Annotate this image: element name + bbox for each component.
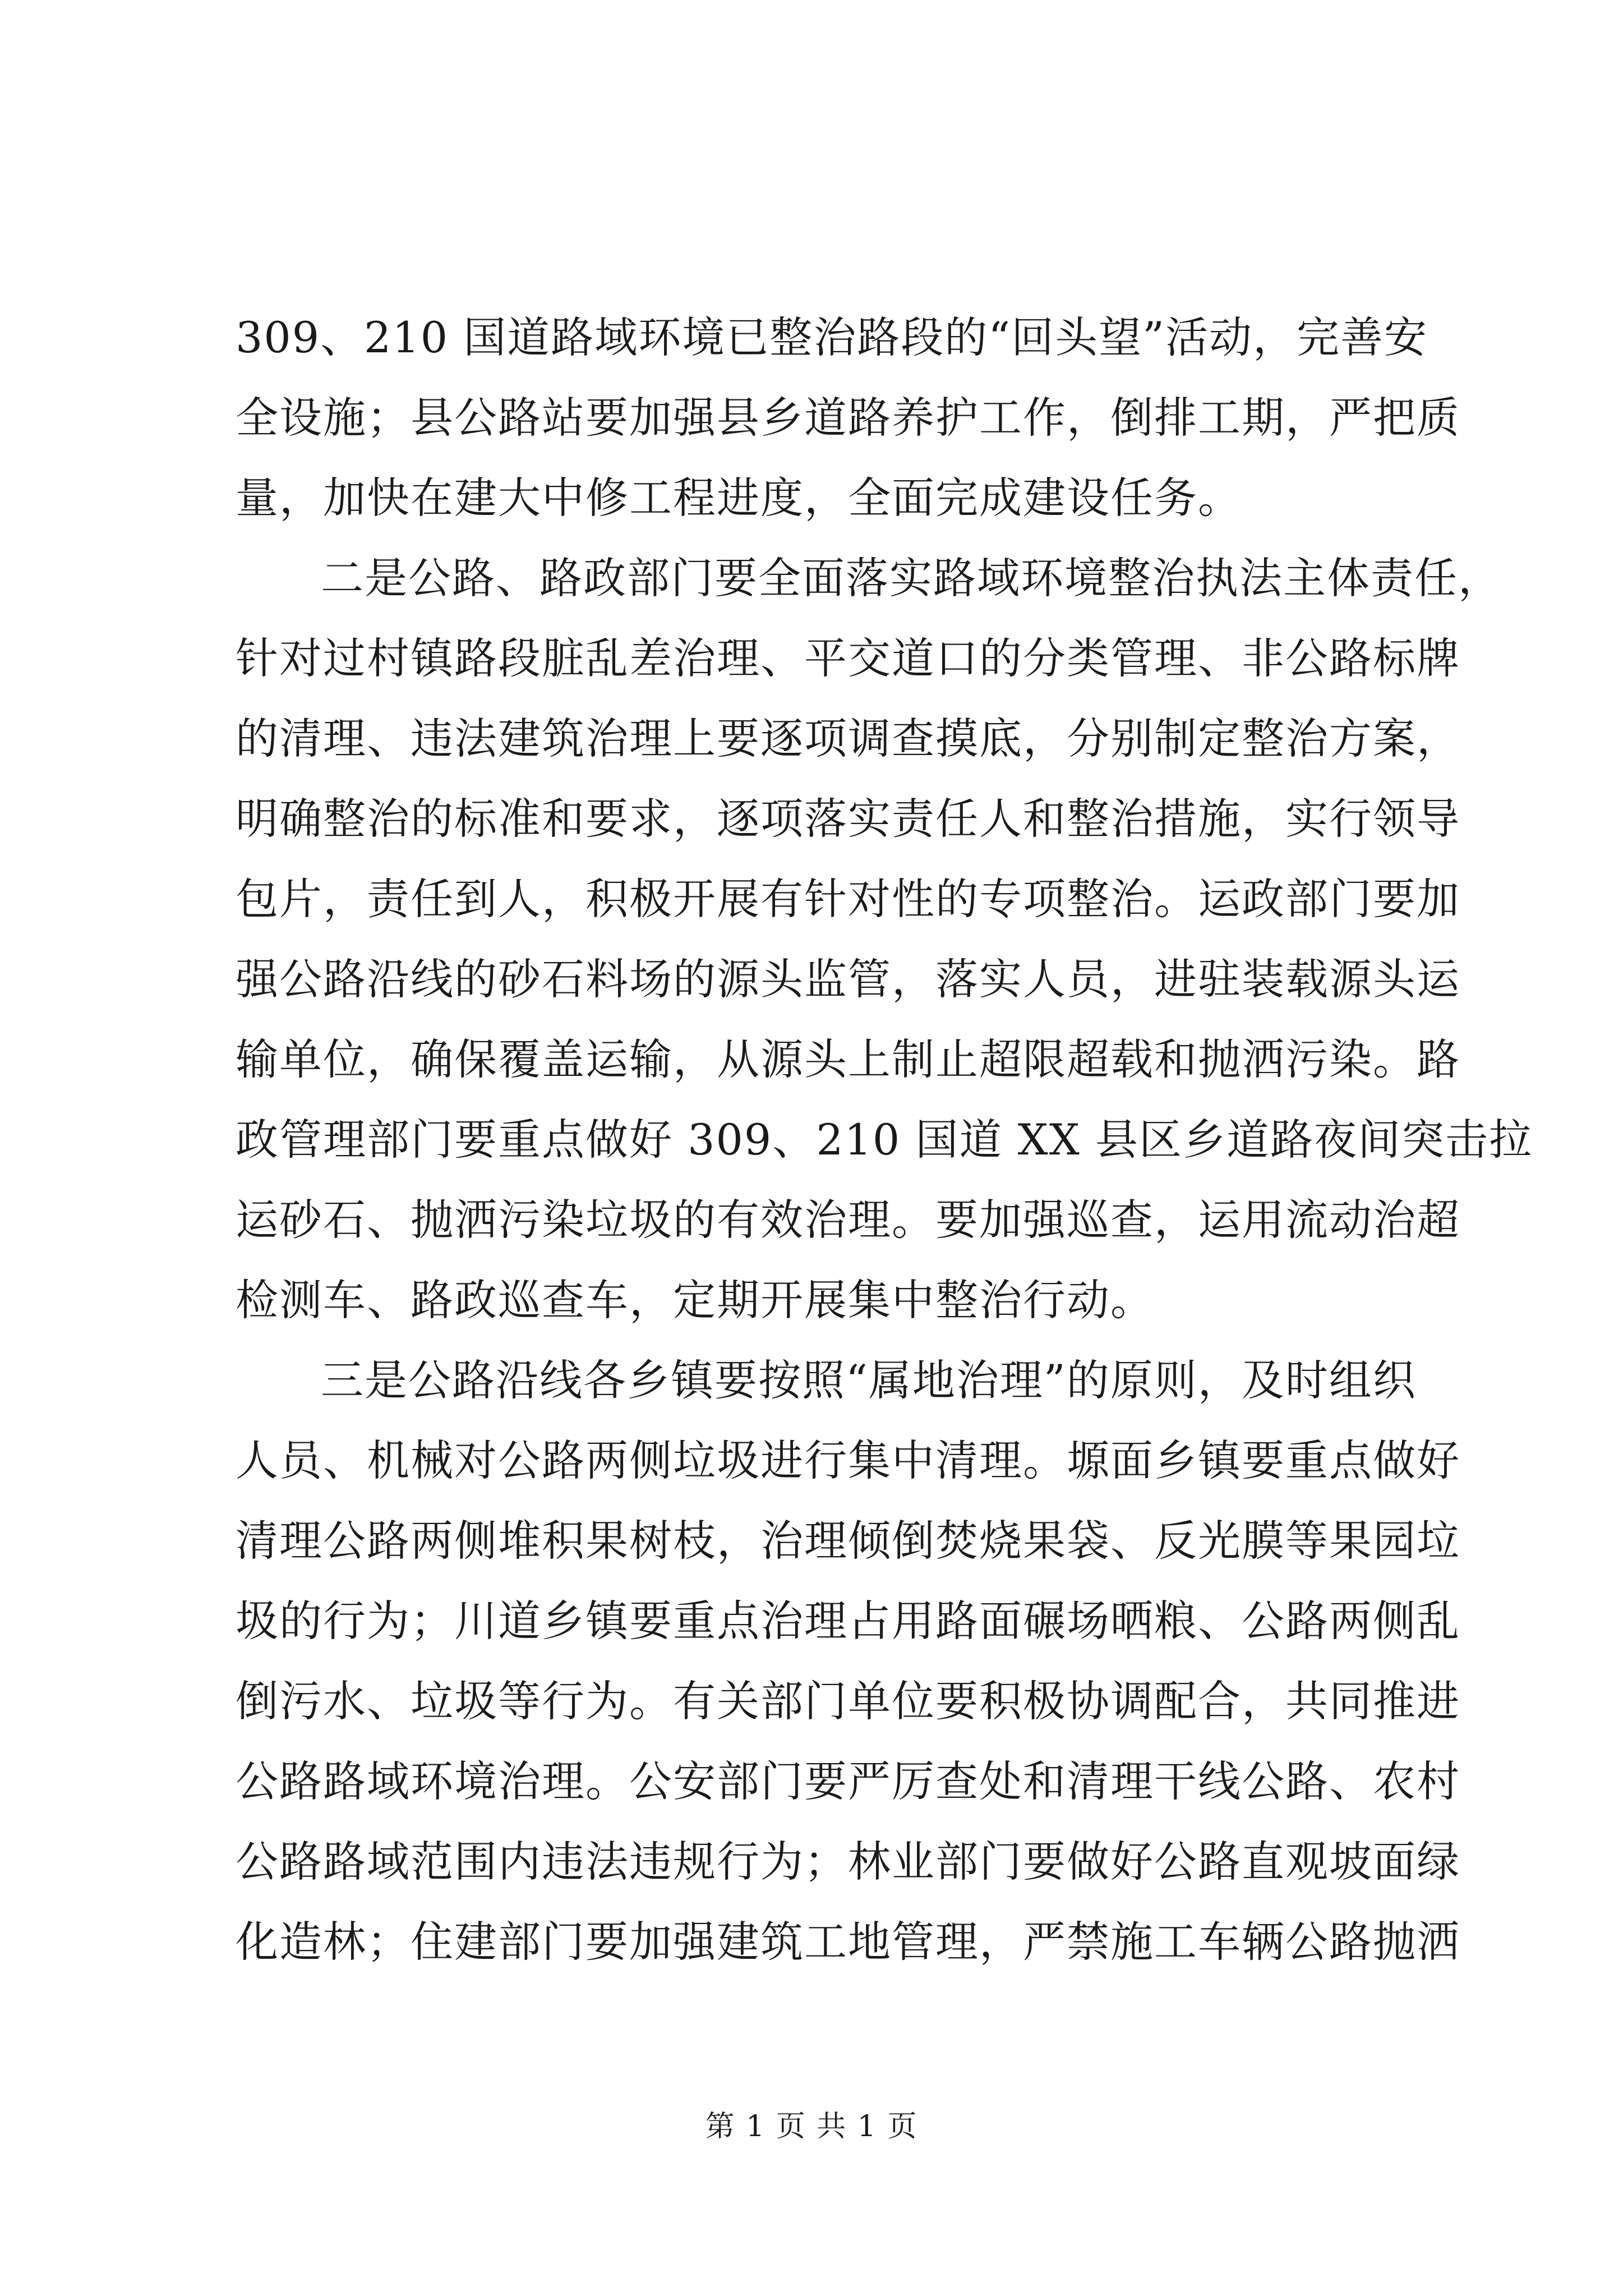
text-line: 运砂石、抛洒污染垃圾的有效治理。要加强巡查，运用流动治超 (236, 1195, 1460, 1245)
paragraph (236, 297, 1460, 538)
text-line: 圾的行为；川道乡镇要重点治理占用路面碾场晒粮、公路两侧乱 (236, 1596, 1460, 1646)
text-line: 公路路域环境治理。公安部门要严厉查处和清理干线公路、农村 (236, 1756, 1460, 1806)
text-line: 化造林；住建部门要加强建筑工地管理，严禁施工车辆公路抛洒 (236, 1917, 1460, 1967)
text-line: 三是公路沿线各乡镇要按照“属地治理”的原则，及时组织 (321, 1355, 1417, 1405)
text-line: 强公路沿线的砂石料场的源头监管，落实人员，进驻装载源头运 (236, 954, 1460, 1004)
text-line: 二是公路、路政部门要全面落实路域环境整治执法主体责任， (321, 553, 1502, 603)
text-line: 针对过村镇路段脏乱差治理、平交道口的分类管理、非公路标牌 (236, 633, 1460, 683)
text-line: 全设施；县公路站要加强县乡道路养护工作，倒排工期，严把质 (236, 393, 1460, 443)
text-line: 公路路域范围内违法违规行为；林业部门要做好公路直观坡面绿 (236, 1837, 1460, 1887)
paragraph (236, 538, 1533, 1340)
document-body (236, 297, 1533, 1982)
text-line: 的清理、违法建筑治理上要逐项调查摸底，分别制定整治方案， (236, 714, 1460, 763)
text-line: 309、210 国道路域环境已整治路段的“回头望”活动，完善安 (236, 312, 1428, 362)
text-line: 输单位，确保覆盖运输，从源头上制止超限超载和抛洒污染。路 (236, 1034, 1460, 1084)
text-line: 政管理部门要重点做好 309、210 国道 XX 县区乡道路夜间突击拉 (236, 1115, 1533, 1165)
text-line: 清理公路两侧堆积果树枝，治理倾倒焚烧果袋、反光膜等果园垃 (236, 1516, 1460, 1566)
page-footer: 第 1 页 共 1 页 (705, 2110, 918, 2143)
text-line: 检测车、路政巡查车，定期开展集中整治行动。 (236, 1275, 1154, 1325)
text-line: 倒污水、垃圾等行为。有关部门单位要积极协调配合，共同推进 (236, 1676, 1460, 1726)
text-line: 包片，责任到人，积极开展有针对性的专项整治。运政部门要加 (236, 874, 1460, 924)
text-line: 量，加快在建大中修工程进度，全面完成建设任务。 (236, 473, 1242, 523)
text-line: 明确整治的标准和要求，逐项落实责任人和整治措施，实行领导 (236, 794, 1460, 844)
text-line: 人员、机械对公路两侧垃圾进行集中清理。塬面乡镇要重点做好 (236, 1435, 1460, 1485)
paragraph (236, 1340, 1460, 1982)
